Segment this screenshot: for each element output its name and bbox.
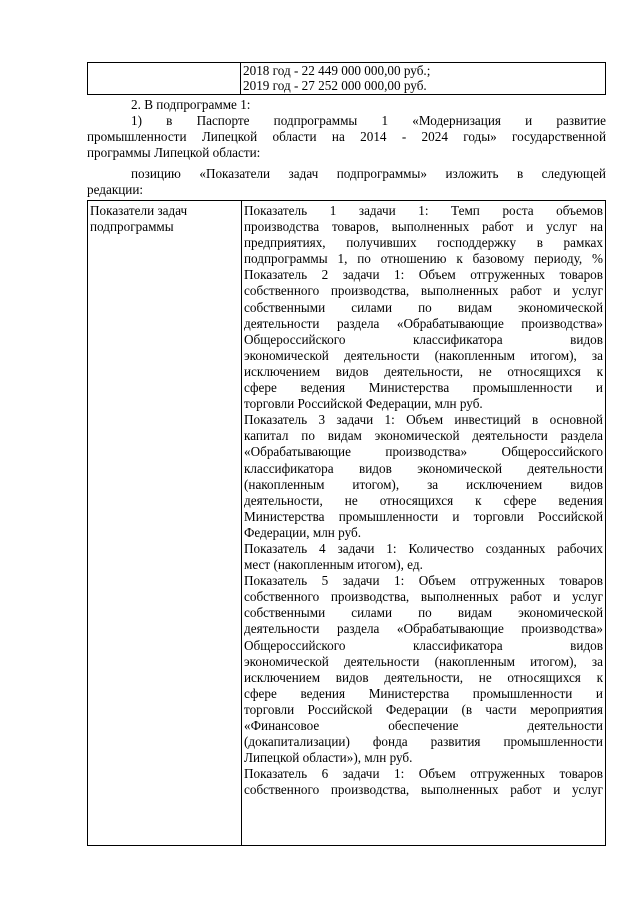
indicator-text-line: деятельности, не относящихся к сфере ведения	[244, 492, 603, 508]
indicator-text-line: Общероссийского классификатора видов	[244, 331, 603, 347]
indicator-text-line: собственного производства, выполненных работ и услуг	[244, 283, 603, 299]
indicator-text-line: собственными силами по видам экономической	[244, 605, 603, 621]
indicator-text-line: мест (накопленным итогом), ед.	[244, 557, 423, 573]
indicator-text-line: подпрограммы 1, по отношению к базовому периоду, %	[244, 251, 603, 267]
indicator-text-line: производства товаров, выполненных работ и услуг на	[244, 219, 603, 235]
indicator-text-line: Липецкой области»), млн руб.	[244, 750, 413, 766]
indicators-label-line: подпрограммы	[90, 219, 174, 235]
indicator-text-line: Федерации, млн руб.	[244, 524, 361, 540]
intro-line: программы Липецкой области:	[87, 145, 261, 160]
section-heading: 2. В подпрограмме 1:	[131, 97, 251, 112]
intro-line: 1) в Паспорте подпрограммы 1 «Модернизация и развитие	[131, 113, 606, 128]
indicator-text-line: Показатель 2 задачи 1: Объем отгруженных товаров	[244, 267, 603, 283]
funding-table-continuation	[87, 62, 606, 95]
indicator-text-line: Показатель 3 задачи 1: Объем инвестиций в основной	[244, 412, 603, 428]
indicator-text-line: Показатель 6 задачи 1: Объем отгруженных товаров	[244, 766, 603, 782]
indicator-text-line: исключением видов деятельности, не относящихся к	[244, 669, 603, 685]
indicator-text-line: Показатель 1 задачи 1: Темп роста объемов	[244, 203, 603, 218]
intro-paragraph	[87, 113, 606, 161]
funding-table-left-cell	[88, 63, 241, 94]
indicators-content	[244, 203, 603, 798]
indicator-text-line: (накопленным итогом), за исключением видов	[244, 476, 603, 492]
indicators-label	[90, 203, 235, 235]
indicator-text-line: «Обрабатывающие производства» Общероссийского	[244, 444, 603, 460]
indicator-text-line: капитал по видам экономической деятельности раздела	[244, 428, 603, 444]
indicator-text-line: экономической деятельности (накопленным итогом), за	[244, 347, 603, 363]
indicators-label-line: Показатели задач	[90, 203, 188, 218]
funding-row: 2019 год - 27 252 000 000,00 руб.	[243, 78, 427, 93]
indicator-text-line: исключением видов деятельности, не относящихся к	[244, 363, 603, 379]
indicator-text-line: сфере ведения Министерства промышленности и	[244, 685, 603, 701]
indicator-text-line: классификатора видов экономической деятельности	[244, 460, 603, 476]
indicator-text-line: собственными силами по видам экономической	[244, 299, 603, 315]
instruction-paragraph	[87, 166, 606, 198]
indicator-text-line: экономической деятельности (накопленным итогом), за	[244, 653, 603, 669]
funding-row: 2018 год - 22 449 000 000,00 руб.;	[243, 63, 431, 78]
intro-line: промышленности Липецкой области на 2014 - 2024 годы» государственной	[87, 129, 606, 144]
instruction-line: позицию «Показатели задач подпрограммы» изложить в следующей	[131, 166, 606, 181]
indicator-text-line: Министерства промышленности и торговли Российской	[244, 508, 603, 524]
indicator-text-line: Показатель 5 задачи 1: Объем отгруженных товаров	[244, 573, 603, 589]
indicator-text-line: деятельности раздела «Обрабатывающие производства»	[244, 621, 603, 637]
indicator-text-line: Общероссийского классификатора видов	[244, 637, 603, 653]
funding-table-right-cell	[243, 63, 603, 93]
indicator-text-line: деятельности раздела «Обрабатывающие производства»	[244, 315, 603, 331]
indicator-text-line: сфере ведения Министерства промышленности и	[244, 380, 603, 396]
instruction-line: редакции:	[87, 182, 144, 197]
indicator-text-line: предприятиях, получивших господдержку в рамках	[244, 235, 603, 251]
indicators-label-cell	[88, 201, 242, 845]
indicator-text-line: собственного производства, выполненных работ и услуг	[244, 589, 603, 605]
indicator-text-line: торговли Российской Федерации (в части мероприятия	[244, 701, 603, 717]
indicator-text-line: Показатель 4 задачи 1: Количество созданных рабочих	[244, 540, 603, 556]
indicator-text-line: (докапитализации) фонда развития промышленности	[244, 734, 603, 750]
indicators-table	[87, 200, 606, 846]
indicator-text-line: торговли Российской Федерации, млн руб.	[244, 396, 483, 412]
indicator-text-line: собственного производства, выполненных работ и услуг	[244, 782, 603, 798]
indicator-text-line: «Финансовое обеспечение деятельности	[244, 718, 603, 733]
